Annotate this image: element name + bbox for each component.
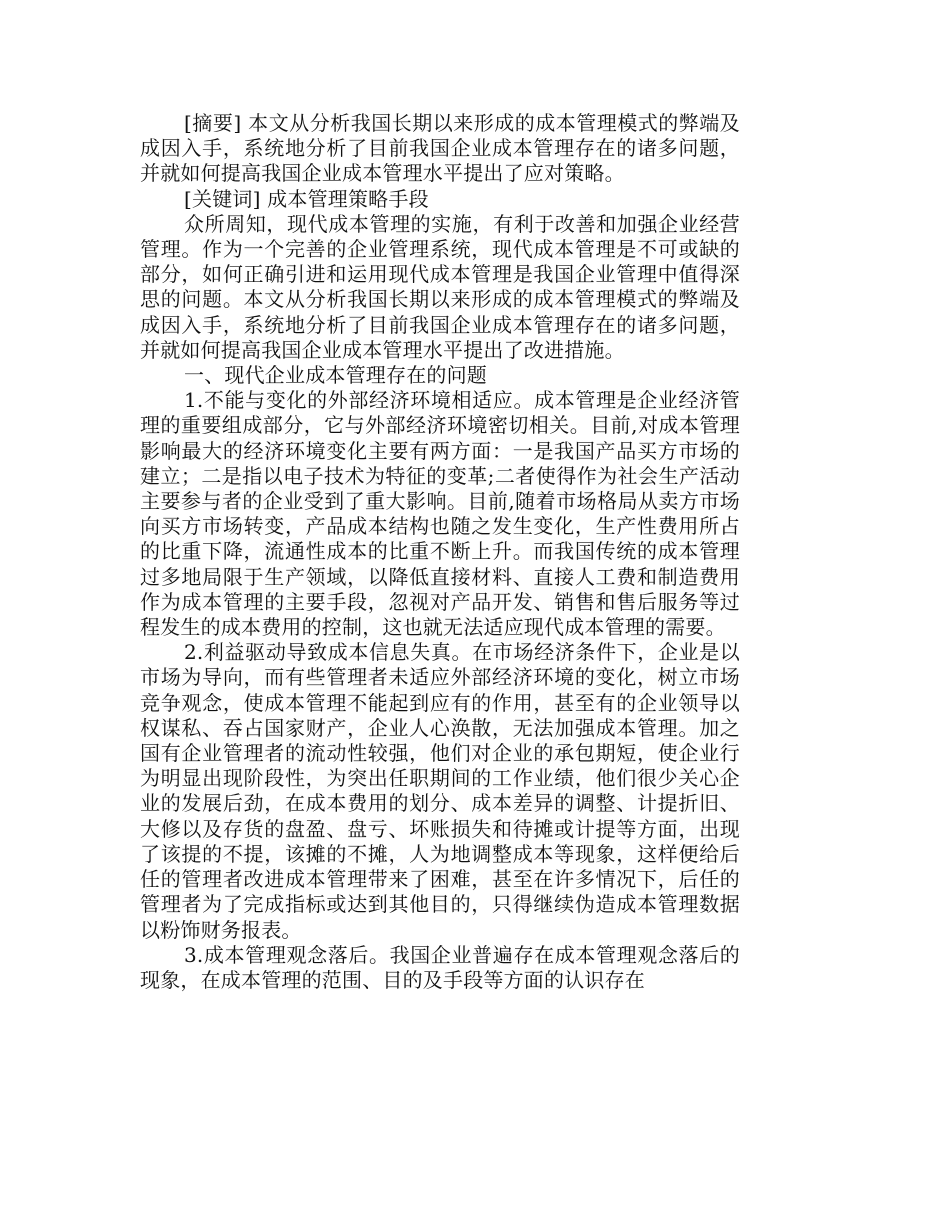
section-heading: 一、现代企业成本管理存在的问题: [184, 363, 487, 388]
keywords-paragraph: [关键词] 成本管理策略手段: [184, 186, 429, 211]
point-1-paragraph: 1.不能与变化的外部经济环境相适应。成本管理是企业经济管理的重要组成部分，它与外部经济环境密切相关。目前,对成本管理影响最大的经济环境变化主要有两方面：一是我国产品买方市场的建立；二是指以电子技术为特征的变革;二者使得作为社会生产活动主要参与者的企业受到了重大影响。目前,随着市场格局从卖方市场向买方市场转变，产品成本结构也随之发生变化，生产性费用所占的比重下降，流通性成本的比重不断上升。而我国传统的成本管理过多地局限于生产领域，以降低直接材料、直接人工费和制造费用作为成本管理的主要手段，忽视对产品开发、销售和售后服务等过程发生的成本费用的控制，这也就无法适应现代成本管理的需要。: [140, 388, 740, 640]
point-3-paragraph: 3.成本管理观念落后。我国企业普遍存在成本管理观念落后的现象，在成本管理的范围、目的及手段等方面的认识存在: [140, 942, 740, 992]
point-2-paragraph: 2.利益驱动导致成本信息失真。在市场经济条件下，企业是以市场为导向，而有些管理者未适应外部经济环境的变化，树立市场竞争观念，使成本管理不能起到应有的作用，甚至有的企业领导以权谋私、吞占国家财产，企业人心涣散，无法加强成本管理。加之国有企业管理者的流动性较强，他们对企业的承包期短，使企业行为明显出现阶段性，为突出任职期间的工作业绩，他们很少关心企业的发展后劲，在成本费用的划分、成本差异的调整、计提折旧、大修以及存货的盘盈、盘亏、坏账损失和待摊或计提等方面，出现了该提的不提，该摊的不摊，人为地调整成本等现象，这样便给后任的管理者改进成本管理带来了困难，甚至在许多情况下，后任的管理者为了完成指标或达到其他目的，只得继续伪造成本管理数据以粉饰财务报表。: [140, 640, 740, 942]
intro-paragraph: 众所周知，现代成本管理的实施，有利于改善和加强企业经营管理。作为一个完善的企业管理系统，现代成本管理是不可或缺的部分，如何正确引进和运用现代成本管理是我国企业管理中值得深思的问题。本文从分析我国长期以来形成的成本管理模式的弊端及成因入手，系统地分析了目前我国企业成本管理存在的诸多问题，并就如何提高我国企业成本管理水平提出了改进措施。: [140, 211, 740, 362]
abstract-paragraph: [摘要] 本文从分析我国长期以来形成的成本管理模式的弊端及成因入手，系统地分析了目前我国企业成本管理存在的诸多问题，并就如何提高我国企业成本管理水平提出了应对策略。: [140, 111, 740, 186]
document-body: [140, 111, 740, 993]
